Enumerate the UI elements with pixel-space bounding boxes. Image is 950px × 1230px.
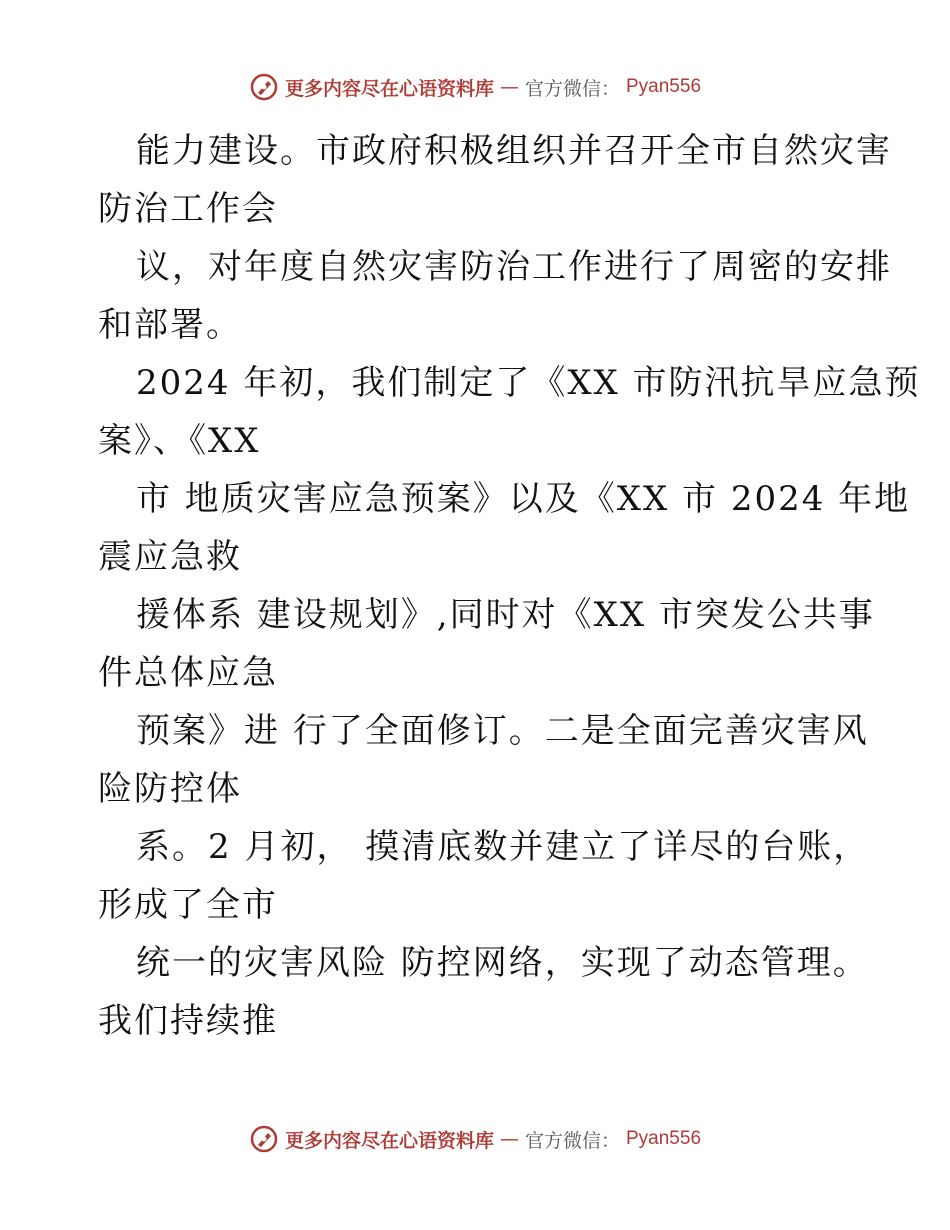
text-line: 市 地质灾害应急预案》以及《XX 市 2024 年地 [136, 479, 911, 519]
text-line: 形成了全市 [98, 885, 278, 925]
text-line: 案》、《XX [98, 421, 261, 461]
pen-circle-logo-icon [249, 72, 279, 102]
footer-banner [0, 1124, 950, 1154]
banner-wechat-label: 官方微信： [524, 1129, 620, 1152]
text-line: 我们持续推 [98, 1001, 278, 1041]
text-line: 防治工作会 [98, 189, 278, 229]
text-line: 议，对年度自然灾害防治工作进行了周密的安排 [136, 247, 892, 287]
banner-dash: — [499, 1128, 519, 1150]
text-line: 预案》进 行了全面修订。二是全面完善灾害风 [136, 711, 869, 751]
banner-wechat-id: Pyan556 [626, 1128, 702, 1149]
document-body [98, 122, 921, 1050]
banner-dash: — [499, 76, 519, 98]
text-line: 系。2 月初， 摸清底数并建立了详尽的台账， [136, 827, 870, 867]
text-line: 件总体应急 [98, 653, 278, 693]
text-line: 统一的灾害风险 防控网络，实现了动态管理。 [136, 943, 869, 983]
text-line: 援体系 建设规划》,同时对《XX 市突发公共事 [136, 595, 875, 635]
banner-brand: 更多内容尽在心语资料库 [284, 1129, 494, 1152]
text-line: 和部署。 [98, 305, 242, 345]
pen-circle-logo-icon [249, 1124, 279, 1154]
header-banner [0, 72, 950, 102]
text-line: 2024 年初，我们制定了《XX 市防汛抗旱应急预 [136, 363, 921, 403]
text-line: 能力建设。市政府积极组织并召开全市自然灾害 [136, 131, 892, 171]
banner-wechat-id: Pyan556 [626, 76, 702, 97]
banner-brand: 更多内容尽在心语资料库 [284, 77, 494, 100]
banner-wechat-label: 官方微信： [524, 77, 620, 100]
text-line: 震应急救 [98, 537, 242, 577]
text-line: 险防控体 [98, 769, 242, 809]
